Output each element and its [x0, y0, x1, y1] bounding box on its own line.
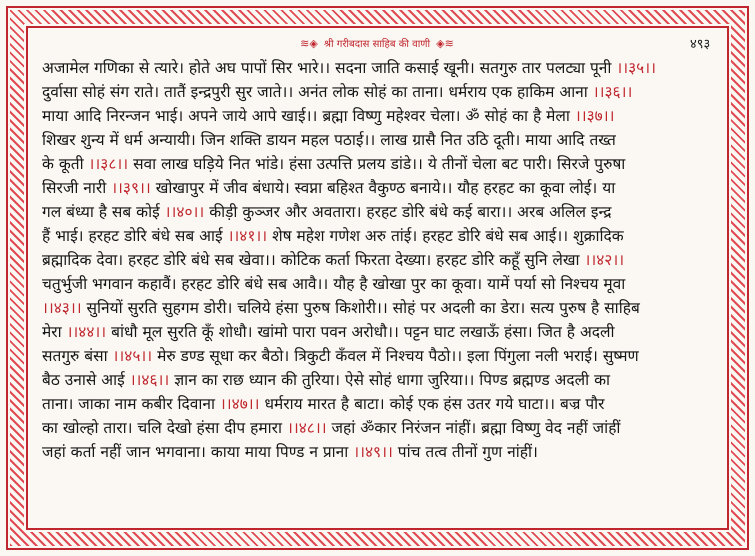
verse-text: का खोल्हो तारा। चलि देखो हंसा दीप हमारा: [42, 419, 287, 437]
verse-text: जहां कर्ता नहीं जान भगवाना। काया माया पिण्ड न प्राना: [42, 443, 354, 461]
text-line: [42, 392, 718, 416]
verse-number: ।।४४।।: [66, 323, 107, 341]
text-line: [42, 80, 718, 104]
text-line: [42, 128, 718, 152]
text-line: [42, 152, 718, 176]
verse-number: ।।४२।।: [584, 251, 625, 269]
text-line: [42, 248, 718, 272]
verse-text: मेरु डण्ड सूधा कर बैठो। त्रिकुटी कँवल में निश्चय पैठो।। इला पिंगुला नली भराई। सुष्मण: [152, 347, 639, 365]
verse-number: ।।३५।।: [616, 59, 656, 77]
text-line: [42, 176, 718, 200]
verse-text: कीड़ी कुञ्जर और अवतारा। हरहट डोरि बंधे कई बारा।। अरब अलिल इन्द्र: [204, 203, 612, 221]
verse-number: ।।३६।।: [592, 83, 633, 101]
verse-number: ।।३८।।: [88, 155, 129, 173]
verse-number: ।।४६।।: [129, 371, 170, 389]
text-line: [42, 368, 718, 392]
text-line: [42, 56, 718, 80]
verse-number: ।।४३।।: [42, 299, 82, 317]
verse-text: गल बंध्या है सब कोई: [42, 203, 165, 221]
verse-text: बैठ उनासे आई: [42, 371, 130, 389]
verse-text: धर्मराय मारत है बाटा। कोई एक हंस उतर गये घाटा।। बज्र पौर: [259, 395, 605, 413]
verse-text: जहां ॐकार निरंजन नांहीं। ब्रह्मा विष्णु वेद नहीं जांहीं: [326, 419, 621, 437]
verse-text: चतुर्भुजी भगवान कहावैं। हरहट डोरि बंधे सब आवै।। यौह है खोखा पुर का कूवा। यामें पर्या सो निश्चय मूवा: [42, 275, 626, 293]
right-ornament-icon: ◈≋: [436, 36, 454, 50]
verse-text: शिखर शुन्य में धर्म अन्यायी। जिन शक्ति डायन महल पठाई।। लाख ग्रासै नित उठि दूती। माया आदि तख्त: [42, 131, 616, 149]
text-line: [42, 440, 718, 464]
verse-text: सवा लाख घड़िये नित भांडे। हंसा उत्पत्ति प्रलय डांडे।। ये तीनों चेला बट पारी। सिरजे पुरुषा: [128, 155, 626, 173]
verse-text: ताना। जाका नाम कबीर दिवाना: [42, 395, 220, 413]
verse-number: ।।४७।।: [219, 395, 260, 413]
verse-text: सुनियों सुरति सुहगम डोरी। चलिये हंसा पुरुष किशोरी।। सोहं पर अदली का डेरा। सत्य पुरुष है साहिब: [81, 299, 640, 317]
text-line: [42, 416, 718, 440]
page-header: [282, 34, 472, 52]
verse-text: ब्रह्मादिक देवा। हरहट डोरि बंधे सब खेवा।। कोटिक कर्ता फिरता देख्या। हरहट डोरि कहूँ सुनि लेखा: [42, 251, 585, 269]
verse-number: ।।४०।।: [164, 203, 205, 221]
page-title: श्री गरीबदास साहिब की वाणी: [323, 39, 431, 50]
verse-text: ज्ञान का राछ ध्यान की तुरिया। ऐसे सोहं धागा जुरिया।। पिण्ड ब्रह्मण्ड अदली का: [169, 371, 610, 389]
verse-text: माया आदि निरन्जन भाई। अपने जाये आपे खाई।। ब्रह्मा विष्णु महेश्वर चेला। ॐ सोहं का है मेला: [42, 107, 575, 125]
verse-text: सतगुरु बंसा: [42, 347, 113, 365]
verse-number: ।।४९।।: [353, 443, 393, 461]
verse-text: शेष महेश गणेश अरु तांई। हरहट डोरि बंधे सब आई।। शुक्रादिक: [267, 227, 624, 245]
verse-number: ।।४१।।: [227, 227, 268, 245]
verse-text: दुर्वासा सोहं संग राते। तातैं इन्द्रपुरी सुर जाते।। अनंत लोक सोहं का ताना। धर्मराय एक हाकिम आना: [42, 83, 593, 101]
verse-text: के कूती: [42, 155, 89, 173]
text-line: [42, 200, 718, 224]
verse-text: खोखापुर में जीव बंधाये। स्वप्ना बहिश्त वैकुण्ठ बनाये।। यौह हरहट का कूवा लोई। या: [150, 179, 616, 197]
verse-text: सिरजी नारी: [42, 179, 112, 197]
text-line: [42, 344, 718, 368]
verse-text-block: [42, 56, 718, 464]
verse-number: ।।३९।।: [111, 179, 151, 197]
verse-text: मेरा: [42, 323, 67, 341]
verse-text: अजामेल गणिका से त्यारे। होते अघ पापों सिर भारे।। सदना जाति कसाई खूनी। सतगुरु तार पलट्या पूनी: [42, 59, 617, 77]
left-ornament-icon: ≋◈: [300, 36, 318, 50]
verse-number: ।।४५।।: [112, 347, 153, 365]
text-line: [42, 296, 718, 320]
text-line: [42, 320, 718, 344]
verse-number: ।।३७।।: [574, 107, 615, 125]
verse-number: ।।४८।।: [286, 419, 327, 437]
verse-text: हैं भाई। हरहट डोरि बंधे सब आई: [42, 227, 228, 245]
text-line: [42, 104, 718, 128]
verse-text: पांच तत्व तीनों गुण नांहीं।: [392, 443, 538, 461]
text-line: [42, 224, 718, 248]
verse-text: बांधौ मूल सुरति कूँ शोधौ। खांमो पारा पवन अरोधौ।। पट्टन घाट लखाऊँ हंसा। जित है अदली: [106, 323, 615, 341]
text-line: [42, 272, 718, 296]
page-number: ४९३: [690, 37, 711, 52]
